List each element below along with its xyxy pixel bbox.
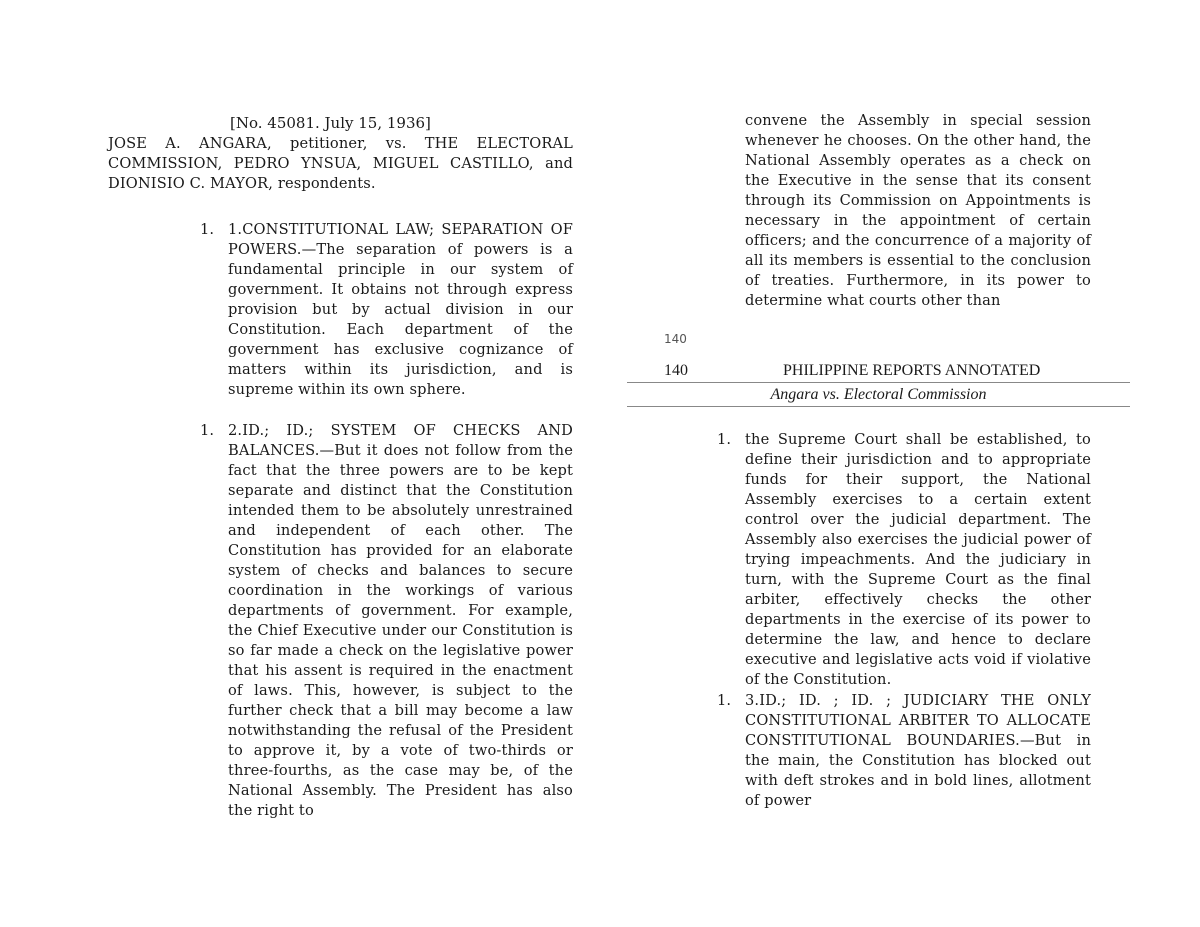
continuation-paragraph: convene the Assembly in special session whenever he chooses. On the other hand, the National Assembly operates as a check on the Executive in the sense that its consent through its Commission on Appointments is necessary in the appointment of certain officers; and the concurrence of a majority of all its members is essential to the conclusion of treaties. Furthermore, in its power to determine what courts other than [745,112,1091,309]
running-title: PHILIPPINE REPORTS ANNOTATED [783,362,1041,379]
case-parties: JOSE A. ANGARA, petitioner, vs. THE ELECTORAL COMMISSION, PEDRO YNSUA, MIGUEL CASTILLO, and DIONISIO C. MAYOR, respondents. [108,135,573,192]
syllabus-paragraph: 1.CONSTITUTIONAL LAW; SEPARATION OF POWERS.—The separation of powers is a fundamental principle in our system of government. It obtains not through express provision but by actual division in our Constitution. Each department of the government has exclusive cognizance of matters within its jurisdiction, and is supreme within its own sphere. [228,221,573,398]
case-number: [No. 45081. July 15, 1936] [230,114,431,132]
header-rule-top [627,382,1130,383]
syllabus-paragraph: 3.ID.; ID. ; ID. ; JUDICIARY THE ONLY CONSTITUTIONAL ARBITER TO ALLOCATE CONSTITUTIONAL BOUNDARIES.—But in the main, the Constitution has blocked out with deft strokes and in bold lines, allotment of power [745,692,1091,809]
header-rule-bottom [627,406,1130,407]
list-item-number: 1. [200,422,215,439]
running-subtitle: Angara vs. Electoral Commission [770,386,987,403]
syllabus-paragraph: 2.ID.; ID.; SYSTEM OF CHECKS AND BALANCES.—But it does not follow from the fact that the three powers are to be kept separate and distinct that the Constitution intended them to be absolutely unrestrained and independent of each other. The Constitution has provided for an elaborate system of checks and balances to secure coordination in the workings of various departments of government. For example, the Chief Executive under our Constitution is so far made a check on the legislative power that his assent is required in the enactment of laws. This, however, is subject to the further check that a bill may become a law notwithstanding the refusal of the President to approve it, by a vote of two-thirds or three-fourths, as the case may be, of the National Assembly. The President has also the right to [228,422,573,819]
syllabus-paragraph: the Supreme Court shall be established, to define their jurisdiction and to appropriate funds for their support, the National Assembly exercises to a certain extent control over the judicial department. The Assembly also exercises the judicial power of trying impeachments. And the judiciary in turn, with the Supreme Court as the final arbiter, effectively checks the other departments in the exercise of its power to determine the law, and hence to declare executive and legislative acts void if violative of the Constitution. [745,431,1091,688]
list-item-number: 1. [717,431,732,448]
page-marker: 140 [664,332,687,346]
list-item-number: 1. [717,692,732,709]
list-item-number: 1. [200,221,215,238]
page-number: 140 [664,362,688,379]
